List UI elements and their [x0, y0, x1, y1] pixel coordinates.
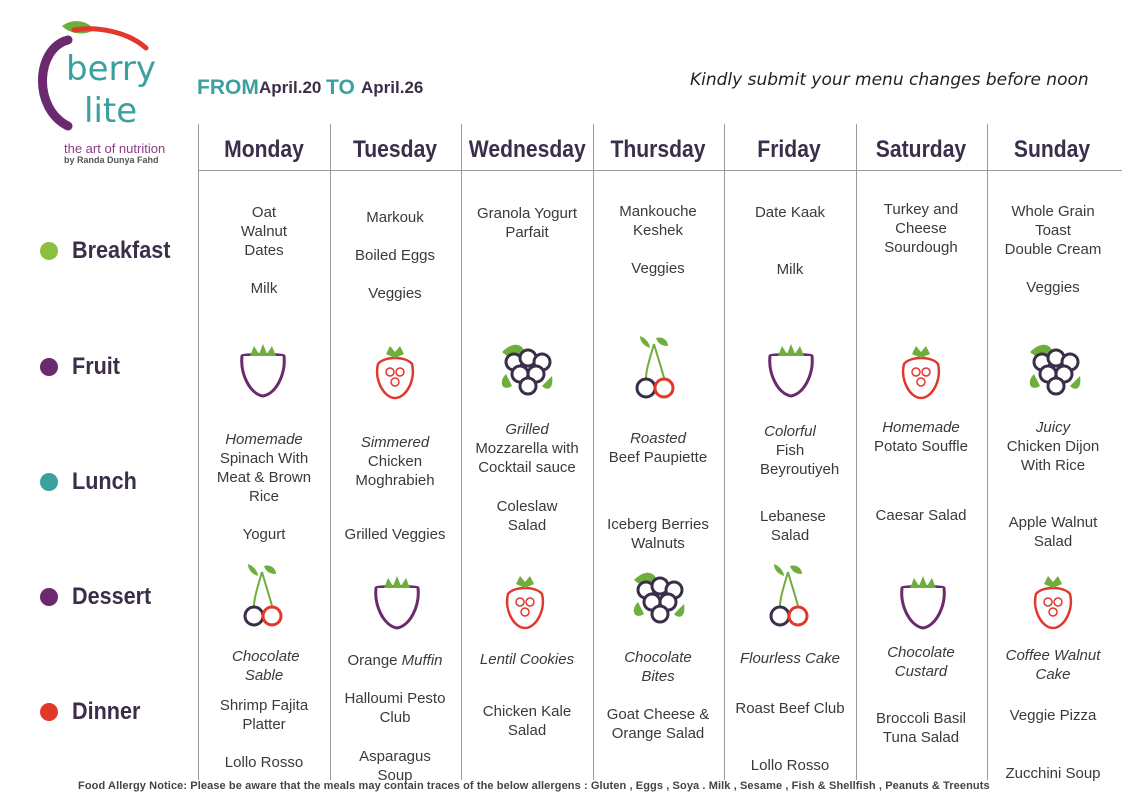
dinner-thursday: [592, 705, 724, 743]
menu-item: Cheese: [895, 220, 947, 237]
logo-word-lite: lite: [84, 91, 138, 131]
day-header-thursday: Thursday: [610, 136, 706, 163]
dessert-saturday: [855, 643, 987, 681]
menu-item: Veggies: [1026, 279, 1080, 296]
from-date: April.20: [259, 78, 322, 97]
side-dish: Apple Walnut Salad: [1008, 514, 1098, 550]
side-dish: Iceberg Berries Walnuts: [607, 516, 709, 552]
day-header-monday: Monday: [224, 136, 304, 163]
breakfast-friday: [724, 203, 856, 279]
dish-name: Chicken Moghrabieh: [355, 453, 435, 489]
brand-byline: by Randa Dunya Fahd: [64, 155, 159, 165]
lunch-thursday: [592, 429, 724, 553]
submission-notice: Kindly submit your menu changes before noon: [690, 70, 1089, 90]
lunch-sunday: [987, 418, 1119, 551]
dessert-dot-icon: [40, 588, 58, 606]
menu-item: Turkey and: [883, 201, 959, 218]
dessert-name: Chocolate Sable: [232, 648, 300, 684]
breakfast-sunday: [987, 202, 1119, 297]
dinner-tuesday: [329, 689, 461, 785]
menu-item: Double Cream: [1004, 241, 1102, 258]
meal-row-breakfast: [40, 236, 181, 266]
meal-label: Dessert: [72, 583, 152, 610]
dinner-saturday: [855, 709, 987, 747]
side-dish: Grilled Veggies: [344, 526, 446, 543]
dessert-sunday: [987, 646, 1119, 684]
menu-item: Date Kaak: [754, 204, 826, 221]
breakfast-tuesday: [329, 208, 461, 303]
menu-item: Dates: [244, 242, 284, 259]
breakfast-saturday: [855, 200, 987, 257]
to-label: TO: [326, 76, 355, 99]
allergy-notice: [78, 780, 990, 792]
dish-style: Homemade: [882, 419, 960, 436]
raspberry-icon: [360, 336, 430, 406]
grapes-icon: [492, 334, 562, 404]
menu-item: Granola Yogurt: [476, 205, 578, 222]
breakfast-thursday: [592, 202, 724, 278]
dish-name: Potato Souffle: [874, 438, 968, 455]
from-label: FROM: [197, 76, 259, 99]
dish-name: Beef Paupiette: [608, 449, 708, 466]
dinner-main: Broccoli Basil Tuna Salad: [875, 710, 967, 746]
dish-name: Chicken Dijon With Rice: [1006, 438, 1100, 474]
breakfast-monday: [198, 203, 330, 298]
fruit-dot-icon: [40, 358, 58, 376]
day-header-wednesday: Wednesday: [468, 136, 586, 163]
dessert-name: Chocolate Custard: [887, 644, 955, 680]
menu-item: Keshek: [632, 222, 684, 239]
logo-graphic: [28, 18, 168, 143]
meal-label: Fruit: [72, 353, 120, 380]
menu-item: Milk: [776, 261, 804, 278]
meal-row-fruit: [40, 352, 125, 382]
dish-style: Simmered: [360, 434, 430, 451]
lunch-wednesday: [461, 420, 593, 535]
meal-row-dessert: [40, 582, 160, 612]
menu-item: Mankouche: [619, 203, 697, 220]
cherry-icon: [756, 560, 826, 630]
allergy-notice-label: Food Allergy Notice: [78, 780, 184, 792]
dessert-name: Muffin: [401, 652, 443, 669]
dish-style: Colorful: [764, 423, 816, 440]
dinner-main: Roast Beef Club: [735, 700, 845, 717]
dessert-friday: [724, 649, 856, 668]
dessert-monday: [198, 647, 330, 685]
dish-style: Homemade: [225, 431, 303, 448]
dinner-friday: [724, 699, 856, 775]
grapes-icon: [1020, 334, 1090, 404]
dish-name: Spinach With Meat & Brown Rice: [216, 450, 312, 505]
dinner-monday: [198, 696, 330, 772]
side-dish: Coleslaw Salad: [496, 498, 558, 534]
dinner-side: Asparagus Soup: [359, 748, 431, 784]
lunch-saturday: [855, 418, 987, 525]
dinner-main: Chicken Kale Salad: [482, 703, 572, 739]
menu-item: Markouk: [366, 209, 424, 226]
menu-item: Veggies: [368, 285, 422, 302]
strawberry-icon: [756, 334, 826, 404]
lunch-monday: [198, 430, 330, 544]
lunch-dot-icon: [40, 473, 58, 491]
allergy-notice-text: : Please be aware that the meals may contain traces of the below allergens : Gluten , Eggs , Soya . Milk , Sesame , Fish & Shellfish , Peanuts & Treenuts: [183, 780, 990, 792]
dinner-main: Shrimp Fajita Platter: [219, 697, 309, 733]
dinner-side: Lollo Rosso: [750, 757, 830, 774]
dessert-name: Flourless Cake: [739, 650, 841, 667]
to-date: April.26: [361, 78, 424, 97]
dessert-name: Chocolate Bites: [624, 649, 692, 685]
dish-style: Grilled: [505, 421, 549, 438]
dish-style: Juicy: [1035, 419, 1071, 436]
dish-style: Roasted: [630, 430, 686, 447]
dish-name: Fish Beyroutiyeh: [760, 442, 840, 478]
menu-item: Sourdough: [884, 239, 958, 256]
lunch-tuesday: [329, 433, 461, 544]
dinner-sunday: [987, 706, 1119, 783]
header-divider: [198, 170, 1122, 171]
meal-row-lunch: [40, 467, 144, 497]
raspberry-icon: [490, 566, 560, 636]
menu-item: Oat: [251, 204, 277, 221]
dessert-name: Lentil Cookies: [479, 651, 575, 668]
side-dish: Yogurt: [242, 526, 286, 543]
menu-item: Walnut: [240, 223, 288, 240]
meal-label: Breakfast: [72, 237, 171, 264]
dish-name: Mozzarella with Cocktail sauce: [475, 440, 579, 476]
dessert-plain: Orange: [347, 652, 402, 669]
day-header-friday: Friday: [757, 136, 821, 163]
grapes-icon: [624, 562, 694, 632]
day-header-tuesday: Tuesday: [352, 136, 438, 163]
day-header-saturday: Saturday: [875, 136, 967, 163]
dinner-main: Veggie Pizza: [1009, 707, 1097, 724]
menu-item: Whole Grain: [1011, 203, 1095, 220]
cherry-icon: [622, 332, 692, 402]
lunch-friday: [724, 422, 856, 545]
dinner-side: Zucchini Soup: [1005, 765, 1101, 782]
strawberry-icon: [362, 566, 432, 636]
day-header-sunday: Sunday: [1013, 136, 1091, 163]
side-dish: Lebanese Salad: [760, 508, 826, 544]
meal-label: Dinner: [72, 698, 141, 725]
menu-item: Veggies: [631, 260, 685, 277]
menu-item: Parfait: [505, 224, 549, 241]
dinner-main: Goat Cheese & Orange Salad: [606, 706, 710, 742]
menu-item: Boiled Eggs: [354, 247, 436, 264]
raspberry-icon: [1018, 566, 1088, 636]
meal-label: Lunch: [72, 468, 137, 495]
dessert-tuesday: [329, 651, 461, 670]
brand-tagline: the art of nutrition: [64, 141, 166, 156]
dinner-dot-icon: [40, 703, 58, 721]
dinner-wednesday: [461, 702, 593, 740]
dessert-wednesday: [461, 650, 593, 669]
strawberry-icon: [228, 334, 298, 404]
raspberry-icon: [886, 336, 956, 406]
dinner-main: Halloumi Pesto Club: [344, 690, 446, 726]
side-dish: Caesar Salad: [875, 507, 967, 524]
logo-word-berry: berry: [66, 49, 156, 89]
dinner-side: Lollo Rosso: [224, 754, 304, 771]
dessert-name: Coffee Walnut Cake: [1005, 647, 1101, 683]
strawberry-icon: [888, 566, 958, 636]
breakfast-dot-icon: [40, 242, 58, 260]
meal-row-dinner: [40, 697, 148, 727]
dessert-thursday: [592, 648, 724, 686]
menu-item: Milk: [250, 280, 278, 297]
breakfast-wednesday: [461, 204, 593, 242]
cherry-icon: [230, 560, 300, 630]
menu-item: Toast: [1035, 222, 1071, 239]
